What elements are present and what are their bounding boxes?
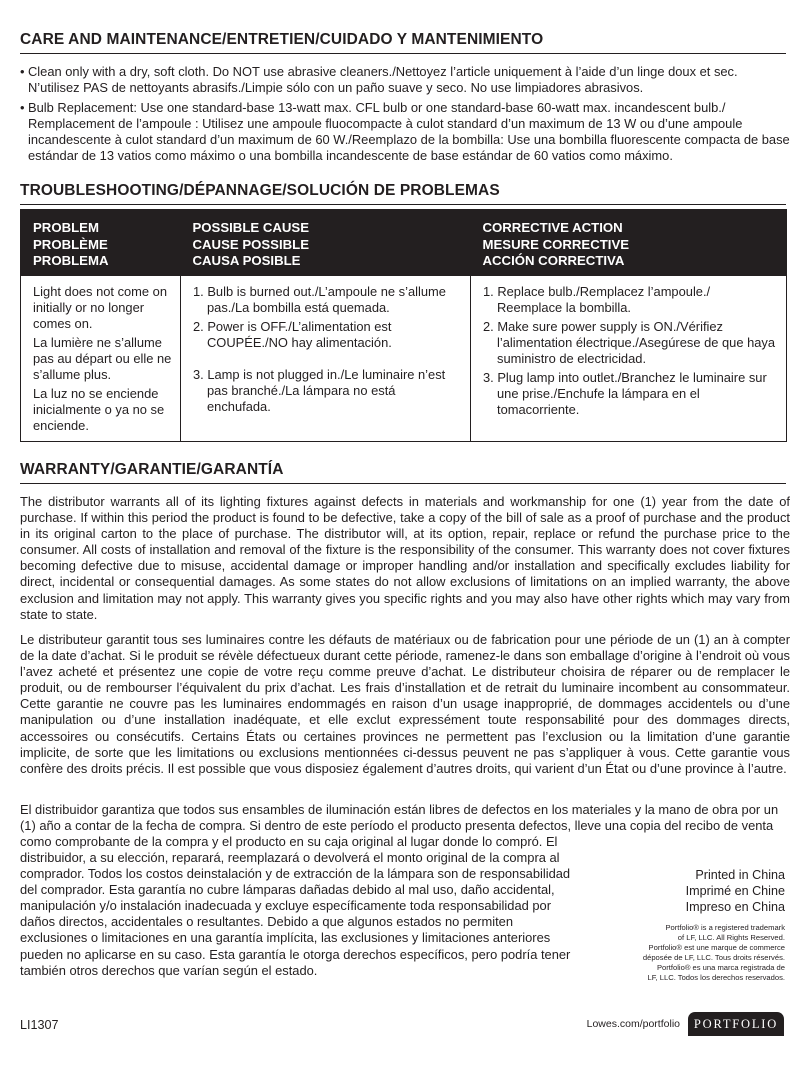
printed-es: Impreso en China [685,900,785,914]
trademark-line: Portfolio® is a registered trademark [665,923,785,932]
header-action-en: CORRECTIVE ACTION [482,220,623,235]
action-item: 3. Plug lamp into outlet./Branchez le luminaire sur une prise./Enchufe la lámpara en el tomacorriente. [483,369,767,417]
header-cause [181,210,471,276]
action-item: 1. Replace bulb./Remplacez l’ampoule./ Reemplace la bombilla. [483,283,711,315]
header-cause-es: CAUSA POSIBLE [192,253,301,268]
problem-en: Light does not come on initially or no longer comes on. [33,283,168,331]
portfolio-logo: PORTFOLIO [688,1012,784,1036]
warranty-text-en: The distributor warrants all of its lighting fixtures against defects in materials and workmanship for one (1) year from the date of purchase. If within this period the product is found to be defective, take a copy of the bill of sale as a proof of purchase and the product in its original carton to the place of purchase. The distributor will, at its option, repair, replace or refund the purchase price to the consumer. All costs of installation and removal of the fixture is the responsibility of the consumer. This warranty does not cover fixtures becoming defective due to misuse, accidental damage or improper handling and/or installation and specifically excludes liability for direct, incidental or consequential damages. As some states do not allow exclusions of limitations on an implied warranty, the above exclusion and limitation may not apply. This warranty gives you specific rights and you may also have other rights which may vary from state to state. [20,494,790,622]
warranty-text-fr: Le distributeur garantit tous ses luminaires contre les défauts de matériaux ou de fabrication pour une période de un (1) an à compter de la date d’achat. Si le produit se révèle défectueux durant cette période, ramenez-le dans son emballage d’origine à l’endroit où vous l’avez acheté et présentez une copie de votre reçu comme preuve d’achat. Le distributeur choisira de réparer ou de remplacer le produit, ou de rembourser l’équivalent du prix d’achat. Les frais d’installation et de retrait du luminaire incombent au consommateur. Cette garantie ne couvre pas les luminaires endommagés en raison d’un usage inapproprié, de dommages accidentels ou d’une manipulation ou d’une installation inadéquate, et elle exclut expressément toute responsabilité pour des dommages directs, accessoires ou consécutifs. Certains États ou certaines provinces ne permettent pas l’exclusion ou la limitation d’une garantie implicite, de sorte que les limitations ou exclusions mentionnées ci-dessus peuvent ne pas s’appliquer à vous. Cette garantie vous confère des droits précis. Il est possible que vous disposiez également d’autres droits, qui varient d’un État ou d’une province à l’autre. [20,632,790,776]
care-list [20,64,790,168]
trademark-line: Portfolio® est une marque de commerce [648,943,785,952]
header-cause-en: POSSIBLE CAUSE [192,220,310,235]
header-action-fr: MESURE CORRECTIVE [482,236,630,252]
action-item: 2. Make sure power supply is ON./Vérifiez l’alimentation électrique./Asegúrese de que haya suministro de electricidad. [483,318,776,366]
trademark-line: of LF, LLC. All Rights Reserved. [677,933,785,942]
cause-item: 2. Power is OFF./L’alimentation est COUPÉE./NO hay alimentación. [193,318,392,350]
warranty-text-es-part2: distribuidor, a su elección, reparará, reemplazará o devolverá el monto original de la compra al comprador. Todos los costos deinstalación y de extracción de la lámpara son de responsabilidad del comprador. Esta garantía no cubre lámparas dañadas debido al mal uso, daño accidental, manipulación y/o instalación inadecuada y excluye específicamente toda responsabilidad por daños directos, accidentales o resultantes. Debido a que algunos estados no permiten exclusiones o limitaciones en una garantía implícita, las exclusiones y limitaciones anteriores pueden no aplicarse en su caso. Esta garantía le otorga derechos específicos, pero podría tener también otros derechos que varían según el estado. [20,850,571,978]
document-code: LI1307 [20,1018,59,1032]
trademark-line: déposée de LF, LLC. Tous droits réservés. [642,953,785,962]
printed-en: Printed in China [695,868,785,882]
problem-fr: La lumière ne s’allume pas au départ ou elle ne s’allume plus. [33,334,172,382]
header-problem-fr: PROBLÈME [33,236,108,252]
table-row [21,276,787,442]
header-problem-en: PROBLEM [33,220,99,235]
warranty-text-es-part1: El distribuidor garantiza que todos sus ensambles de iluminación están libres de defectos en los materiales y la mano de obra por un (1) año a contar de la fecha de compra. Si dentro de este período el producto presenta defectos, lleve una copia del recibo de venta como comprobante de la compra y el producto en su caja original al lugar donde lo compró. El [20,802,779,850]
header-action-es: ACCIÓN CORRECTIVA [482,253,625,268]
header-problem [21,210,181,276]
troubleshooting-table [20,209,787,442]
action-cell [471,276,787,442]
action-list [483,284,778,418]
header-problem-es: PROBLEMA [33,253,109,268]
cause-cell [181,276,471,442]
printed-in-china [686,867,785,915]
trademark-line: Portfolio® es una marca registrada de [656,963,785,972]
cause-item: 1. Bulb is burned out./L’ampoule ne s’allume pas./La bombilla está quemada. [193,283,446,315]
printed-fr: Imprimé en Chine [685,884,785,898]
cause-item: 3. Lamp is not plugged in./Le luminaire n’est pas branché./La lámpara no está enchufada. [193,366,446,414]
table-header-row [21,210,787,276]
care-bullet-cleaning: • Clean only with a dry, soft cloth. Do NOT use abrasive cleaners./Nettoyez l’article uniquement à l’aide d’un linge doux et sec. N’utilisez PAS de nettoyants abrasifs./Limpie sólo con un paño suave y seco. No use limpiadores abrasivos. [20,64,790,96]
header-action [471,210,787,276]
cause-list [193,284,462,415]
problem-cell [21,276,181,442]
website-url: Lowes.com/portfolio [586,1018,680,1030]
header-cause-fr: CAUSE POSSIBLE [192,236,310,252]
care-title: CARE AND MAINTENANCE/ENTRETIEN/CUIDADO Y MANTENIMIENTO [20,31,786,54]
trademark-line: LF, LLC. Todos los derechos reservados. [647,973,785,982]
care-bullet-bulb: • Bulb Replacement: Use one standard-base 13-watt max. CFL bulb or one standard-base 60-watt max. incandescent bulb./ Remplacement de l’ampoule : Utilisez une ampoule fluocompacte à culot standard d’un maximum de 13 W ou d’une ampoule incandescente à culot standard d’un maximum de 60 W./Reemplazo de la bombilla: Use una bombilla fluorescente compacta de base estándar de 13 vatios como máximo o una bombilla incandescente de base estándar de 60 vatios como máximo. [20,100,790,164]
warranty-title: WARRANTY/GARANTIE/GARANTÍA [20,461,786,484]
trademark-notice [615,923,785,983]
problem-es: La luz no se enciende inicialmente o ya no se enciende. [33,385,165,433]
troubleshooting-title: TROUBLESHOOTING/DÉPANNAGE/SOLUCIÓN DE PROBLEMAS [20,182,786,205]
